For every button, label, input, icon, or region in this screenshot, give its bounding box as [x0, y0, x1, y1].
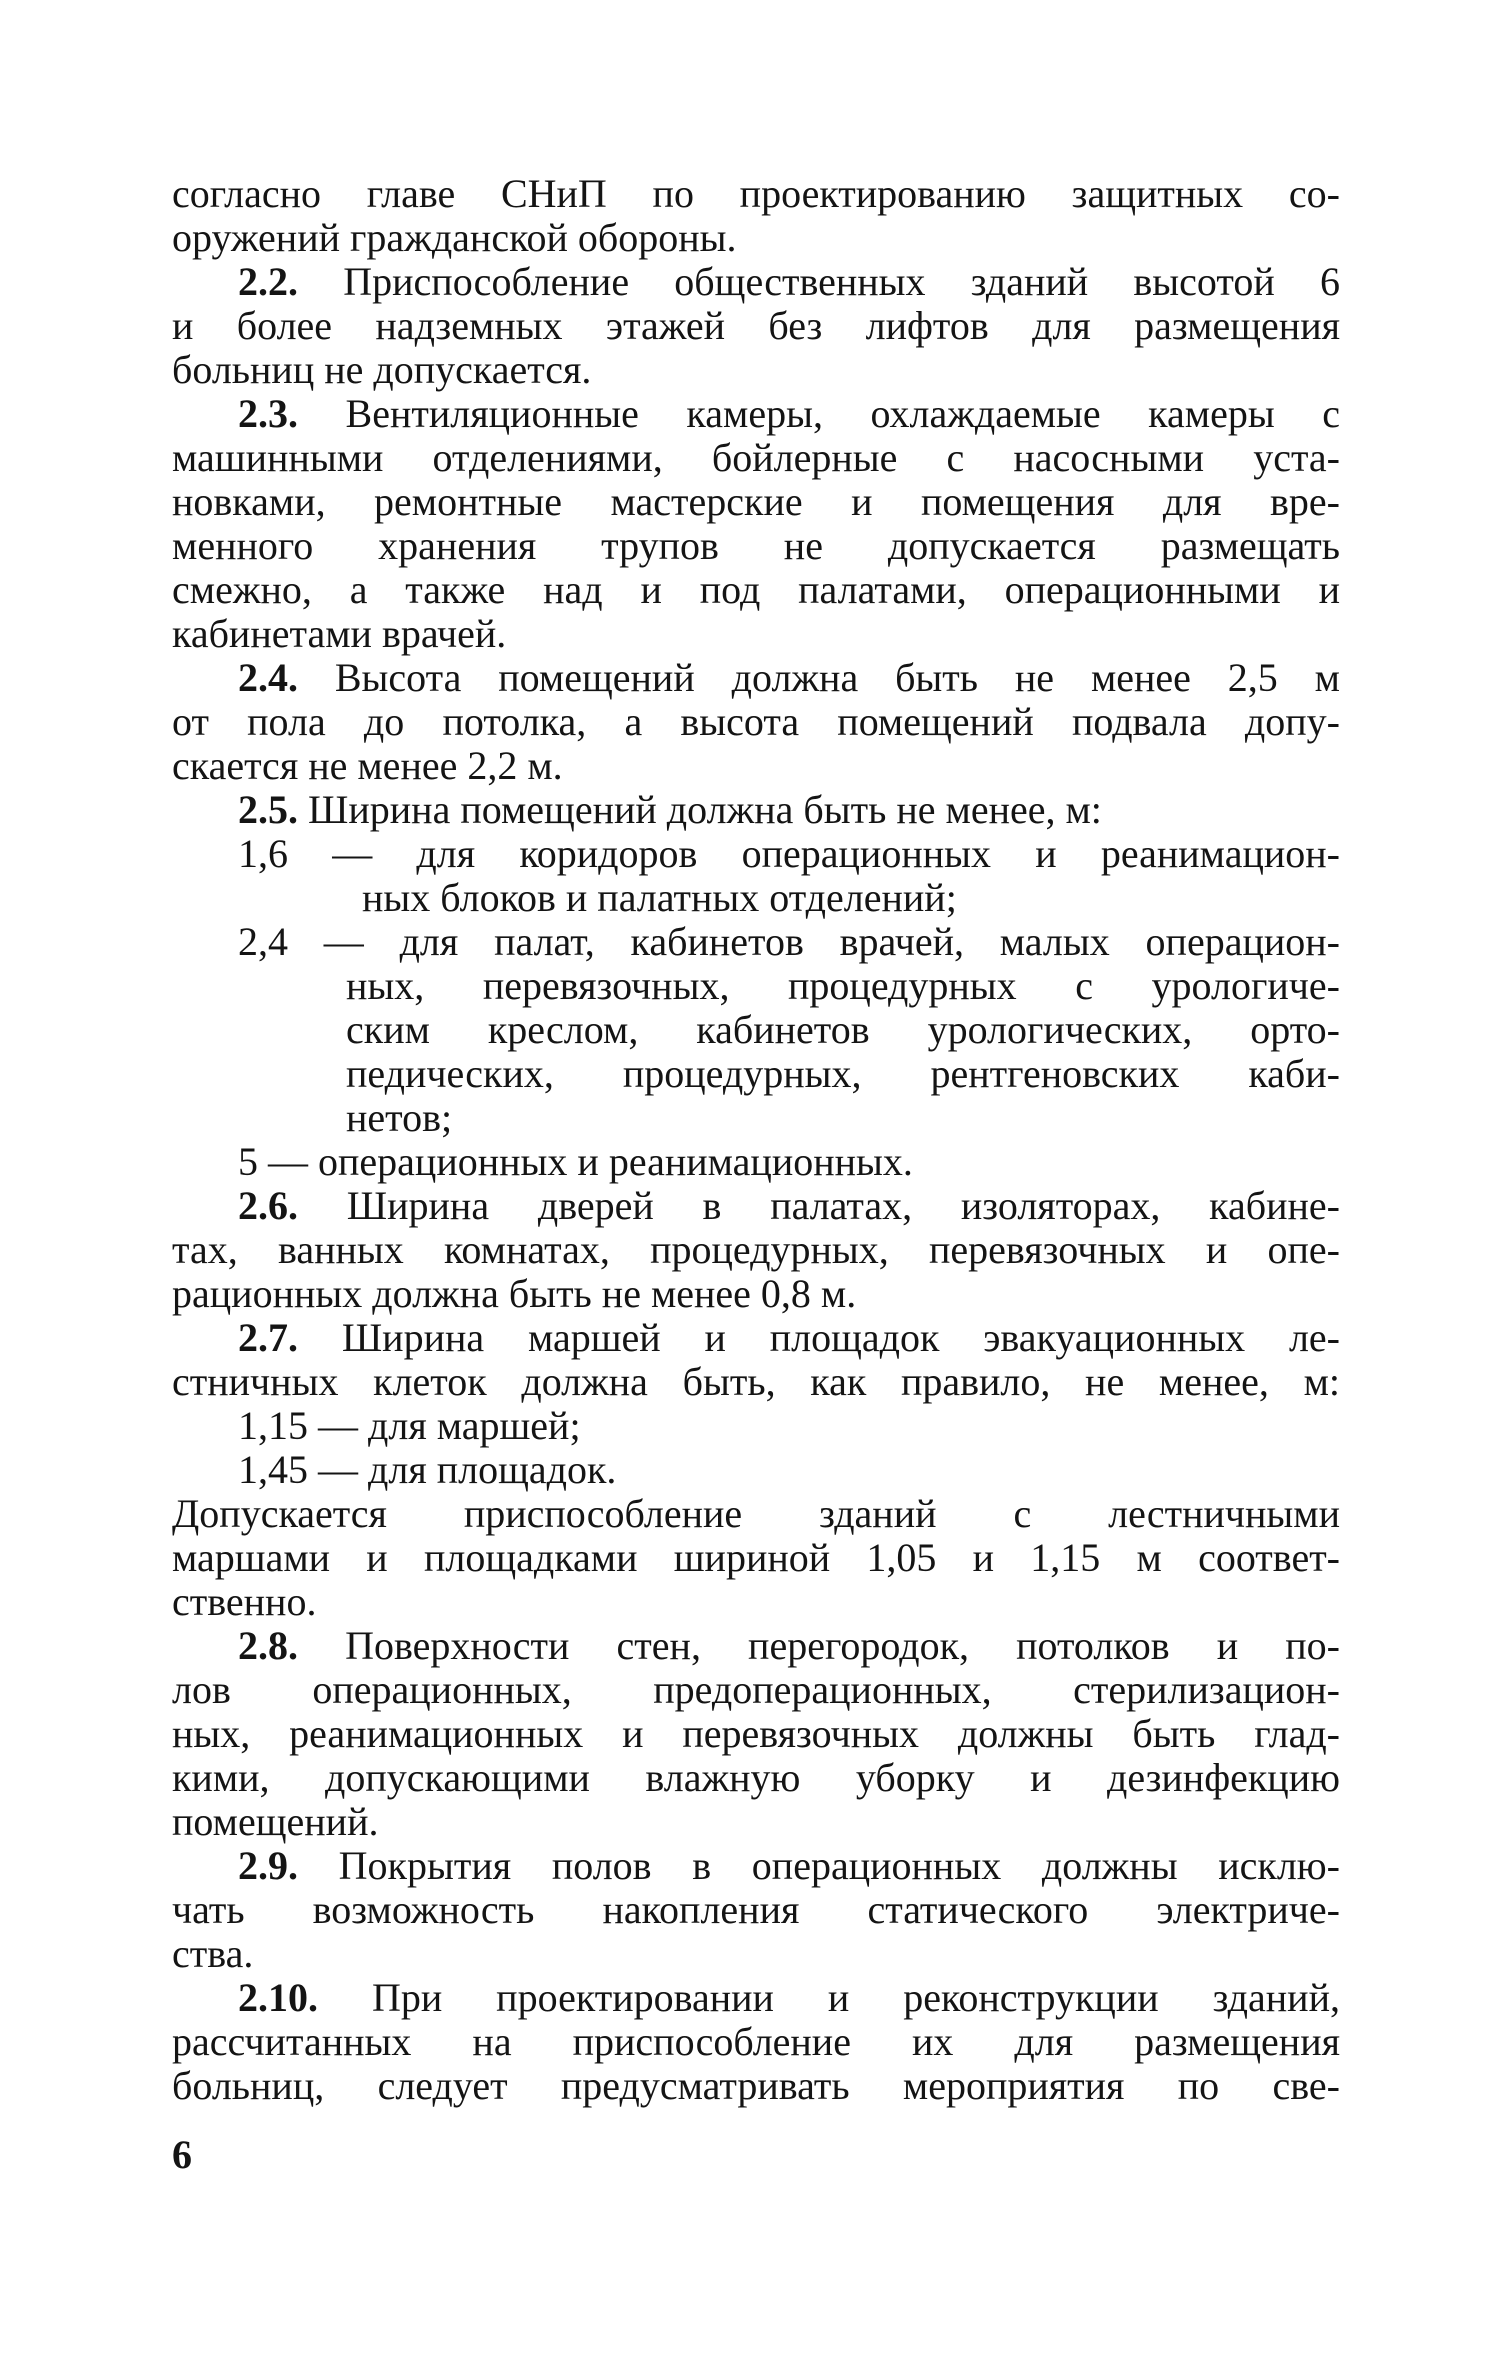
list-item-line: 1,45 — для площадок. [238, 1447, 617, 1492]
text-line: тах, ванных комнатах, процедурных, перевязочных и опе- [172, 1227, 1340, 1272]
text-line: ства. [172, 1931, 254, 1976]
clause-2-6-line: 2.6. Ширина дверей в палатах, изоляторах, кабине- [238, 1183, 1340, 1228]
clause-number: 2.3. [238, 391, 298, 436]
clause-2-7-line: 2.7. Ширина маршей и площадок эвакуационных ле- [238, 1315, 1340, 1360]
clause-number: 2.2. [238, 259, 298, 304]
text-line: менного хранения трупов не допускается размещать [172, 523, 1340, 568]
text-line: согласно главе СНиП по проектированию защитных со- [172, 171, 1340, 216]
clause-number: 2.9. [238, 1843, 298, 1888]
text-line: машинными отделениями, бойлерные с насосными уста- [172, 435, 1340, 480]
text-line: кими, допускающими влажную уборку и дезинфекцию [172, 1755, 1340, 1800]
clause-2-5-line: 2.5. Ширина помещений должна быть не менее, м: [238, 787, 1102, 832]
text-line: чать возможность накопления статического электриче- [172, 1887, 1340, 1932]
text-line: новками, ремонтные мастерские и помещения для вре- [172, 479, 1340, 524]
text-line: ных, реанимационных и перевязочных должны быть глад- [172, 1711, 1340, 1756]
clause-2-8-line: 2.8. Поверхности стен, перегородок, потолков и по- [238, 1623, 1340, 1668]
text-line: рационных должна быть не менее 0,8 м. [172, 1271, 857, 1316]
clause-number: 2.10. [238, 1975, 318, 2020]
clause-number: 2.5. [238, 787, 298, 832]
text-line: кабинетами врачей. [172, 611, 507, 656]
list-item-line: 1,6 — для коридоров операционных и реанимацион- [238, 831, 1340, 876]
clause-2-4-line: 2.4. Высота помещений должна быть не менее 2,5 м [238, 655, 1340, 700]
list-item-line: 2,4 — для палат, кабинетов врачей, малых операцион- [238, 919, 1340, 964]
list-item-continuation: ных блоков и палатных отделений; [362, 875, 957, 920]
text-line: и более надземных этажей без лифтов для размещения [172, 303, 1340, 348]
page-number: 6 [172, 2132, 192, 2177]
clause-number: 2.7. [238, 1315, 298, 1360]
text-line: больниц не допускается. [172, 347, 592, 392]
list-item-continuation: нетов; [346, 1095, 453, 1140]
text-line: маршами и площадками шириной 1,05 и 1,15 м соответ- [172, 1535, 1340, 1580]
text-line: оружений гражданской обороны. [172, 215, 737, 260]
list-item-continuation: педических, процедурных, рентгеновских каби- [346, 1051, 1340, 1096]
clause-number: 2.4. [238, 655, 298, 700]
clause-2-2-line: 2.2. Приспособление общественных зданий высотой 6 [238, 259, 1340, 304]
list-item-line: 5 — операционных и реанимационных. [238, 1139, 913, 1184]
clause-number: 2.6. [238, 1183, 298, 1228]
text-line: ственно. [172, 1579, 317, 1624]
text-line: смежно, а также над и под палатами, операционными и [172, 567, 1340, 612]
text-line: лов операционных, предоперационных, стерилизацион- [172, 1667, 1340, 1712]
list-item-line: 1,15 — для маршей; [238, 1403, 581, 1448]
text-line: помещений. [172, 1799, 379, 1844]
list-item-continuation: ским креслом, кабинетов урологических, орто- [346, 1007, 1340, 1052]
text-line: Допускается приспособление зданий с лестничными [172, 1491, 1340, 1536]
text-line: от пола до потолка, а высота помещений подвала допу- [172, 699, 1340, 744]
clause-number: 2.8. [238, 1623, 298, 1668]
clause-2-9-line: 2.9. Покрытия полов в операционных должны исклю- [238, 1843, 1340, 1888]
text-line: скается не менее 2,2 м. [172, 743, 563, 788]
clause-2-10-line: 2.10. При проектировании и реконструкции зданий, [238, 1975, 1340, 2020]
clause-2-3-line: 2.3. Вентиляционные камеры, охлаждаемые камеры с [238, 391, 1340, 436]
text-line: стничных клеток должна быть, как правило, не менее, м: [172, 1359, 1340, 1404]
text-line: рассчитанных на приспособление их для размещения [172, 2019, 1340, 2064]
list-item-continuation: ных, перевязочных, процедурных с урологиче- [346, 963, 1340, 1008]
text-line: больниц, следует предусматривать мероприятия по све- [172, 2063, 1340, 2108]
